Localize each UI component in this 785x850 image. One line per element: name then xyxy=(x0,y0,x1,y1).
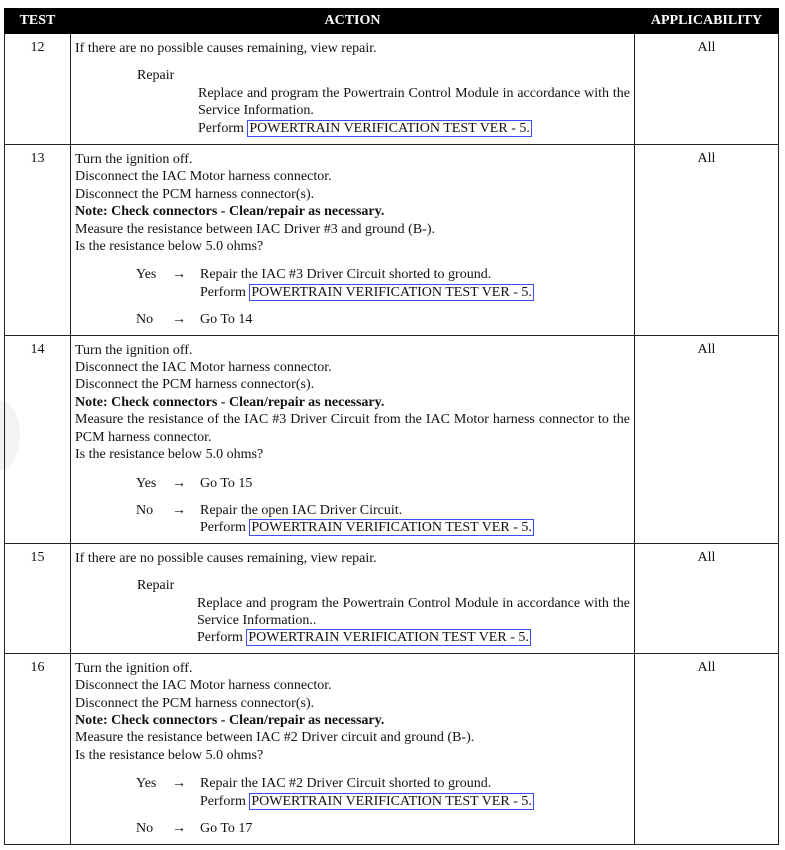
action-cell xyxy=(71,653,635,844)
no-result xyxy=(75,820,630,837)
action-line: Measure the resistance between IAC #2 Driver circuit and ground (B-). xyxy=(75,730,475,746)
test-number: 13 xyxy=(5,145,71,336)
yes-text: Repair the IAC #3 Driver Circuit shorted to ground. xyxy=(200,267,492,283)
no-result xyxy=(75,311,630,328)
verification-test-link[interactable]: POWERTRAIN VERIFICATION TEST VER - 5. xyxy=(249,120,530,136)
action-line: If there are no possible causes remaining, view repair. xyxy=(75,550,377,566)
arrow-icon: → xyxy=(172,776,186,792)
action-line: Disconnect the IAC Motor harness connector. xyxy=(75,169,332,185)
perform-label: Perform xyxy=(198,120,244,136)
table-row xyxy=(5,34,779,145)
action-line: Measure the resistance between IAC Driver #3 and ground (B-). xyxy=(75,221,435,237)
action-line: Disconnect the PCM harness connector(s). xyxy=(75,377,315,393)
action-cell xyxy=(71,543,635,653)
arrow-icon: → xyxy=(172,502,186,518)
action-line: Turn the ignition off. xyxy=(75,342,193,358)
arrow-icon: → xyxy=(172,475,186,491)
no-text: Repair the open IAC Driver Circuit. xyxy=(200,502,403,518)
table-row xyxy=(5,145,779,336)
perform-label: Perform xyxy=(200,284,246,300)
yes-result xyxy=(75,266,630,301)
verification-test-link[interactable]: POWERTRAIN VERIFICATION TEST VER - 5. xyxy=(251,284,532,300)
applicability: All xyxy=(635,145,779,336)
note: Note: Check connectors - Clean/repair as necessary. xyxy=(75,204,385,220)
note: Note: Check connectors - Clean/repair as necessary. xyxy=(75,394,385,410)
applicability: All xyxy=(635,34,779,145)
arrow-icon: → xyxy=(172,821,186,836)
action-line: Turn the ignition off. xyxy=(75,660,193,676)
repair-text: Replace and program the Powertrain Control Module in accordance with the Service Information.. xyxy=(197,595,630,628)
action-line: Disconnect the IAC Motor harness connector. xyxy=(75,678,332,694)
action-line: Disconnect the IAC Motor harness connector. xyxy=(75,360,332,376)
action-cell xyxy=(71,34,635,145)
yes-result xyxy=(75,775,630,810)
action-line: If there are no possible causes remaining, view repair. xyxy=(75,41,377,56)
header-test: TEST xyxy=(5,9,71,34)
action-line: Turn the ignition off. xyxy=(75,152,193,167)
applicability: All xyxy=(635,653,779,844)
yes-result xyxy=(75,475,630,492)
perform-label: Perform xyxy=(200,793,246,809)
test-number: 16 xyxy=(5,653,71,844)
repair-label: Repair xyxy=(137,68,175,84)
action-cell xyxy=(71,335,635,543)
yes-label: Yes xyxy=(136,475,157,491)
table-row xyxy=(5,543,779,653)
no-label: No xyxy=(136,312,154,328)
no-text[interactable]: Go To 17 xyxy=(200,821,253,836)
action-line: Is the resistance below 5.0 ohms? xyxy=(75,747,264,763)
action-line: Measure the resistance of the IAC #3 Driver Circuit from the IAC Motor harness connector to the PCM harness connector. xyxy=(75,412,630,445)
no-label: No xyxy=(136,821,154,836)
test-number: 12 xyxy=(5,34,71,145)
action-cell xyxy=(71,145,635,336)
action-line: Disconnect the PCM harness connector(s). xyxy=(75,695,315,711)
verification-test-link[interactable]: POWERTRAIN VERIFICATION TEST VER - 5. xyxy=(251,793,532,809)
repair-text: Replace and program the Powertrain Control Module in accordance with the Service Information. xyxy=(198,85,630,119)
yes-label: Yes xyxy=(136,267,157,283)
no-label: No xyxy=(136,502,154,518)
perform-label: Perform xyxy=(197,630,243,646)
table-row xyxy=(5,653,779,844)
repair-label: Repair xyxy=(137,578,175,594)
applicability: All xyxy=(635,543,779,653)
arrow-icon: → xyxy=(172,312,186,328)
arrow-icon: → xyxy=(172,267,186,283)
yes-text: Repair the IAC #2 Driver Circuit shorted to ground. xyxy=(200,776,492,792)
yes-label: Yes xyxy=(136,776,157,792)
header-action: ACTION xyxy=(71,9,635,34)
applicability: All xyxy=(635,335,779,543)
action-line: Is the resistance below 5.0 ohms? xyxy=(75,447,264,463)
yes-text[interactable]: Go To 15 xyxy=(200,475,253,491)
note: Note: Check connectors - Clean/repair as necessary. xyxy=(75,712,385,728)
action-line: Disconnect the PCM harness connector(s). xyxy=(75,186,315,202)
perform-label: Perform xyxy=(200,520,246,536)
no-result xyxy=(75,502,630,537)
table-header xyxy=(5,9,779,34)
test-number: 14 xyxy=(5,335,71,543)
no-text[interactable]: Go To 14 xyxy=(200,312,253,328)
test-number: 15 xyxy=(5,543,71,653)
verification-test-link[interactable]: POWERTRAIN VERIFICATION TEST VER - 5. xyxy=(248,630,529,646)
header-applicability: APPLICABILITY xyxy=(635,9,779,34)
verification-test-link[interactable]: POWERTRAIN VERIFICATION TEST VER - 5. xyxy=(251,520,532,536)
action-line: Is the resistance below 5.0 ohms? xyxy=(75,239,264,255)
table-row xyxy=(5,335,779,543)
diagnostic-test-table xyxy=(4,8,779,845)
